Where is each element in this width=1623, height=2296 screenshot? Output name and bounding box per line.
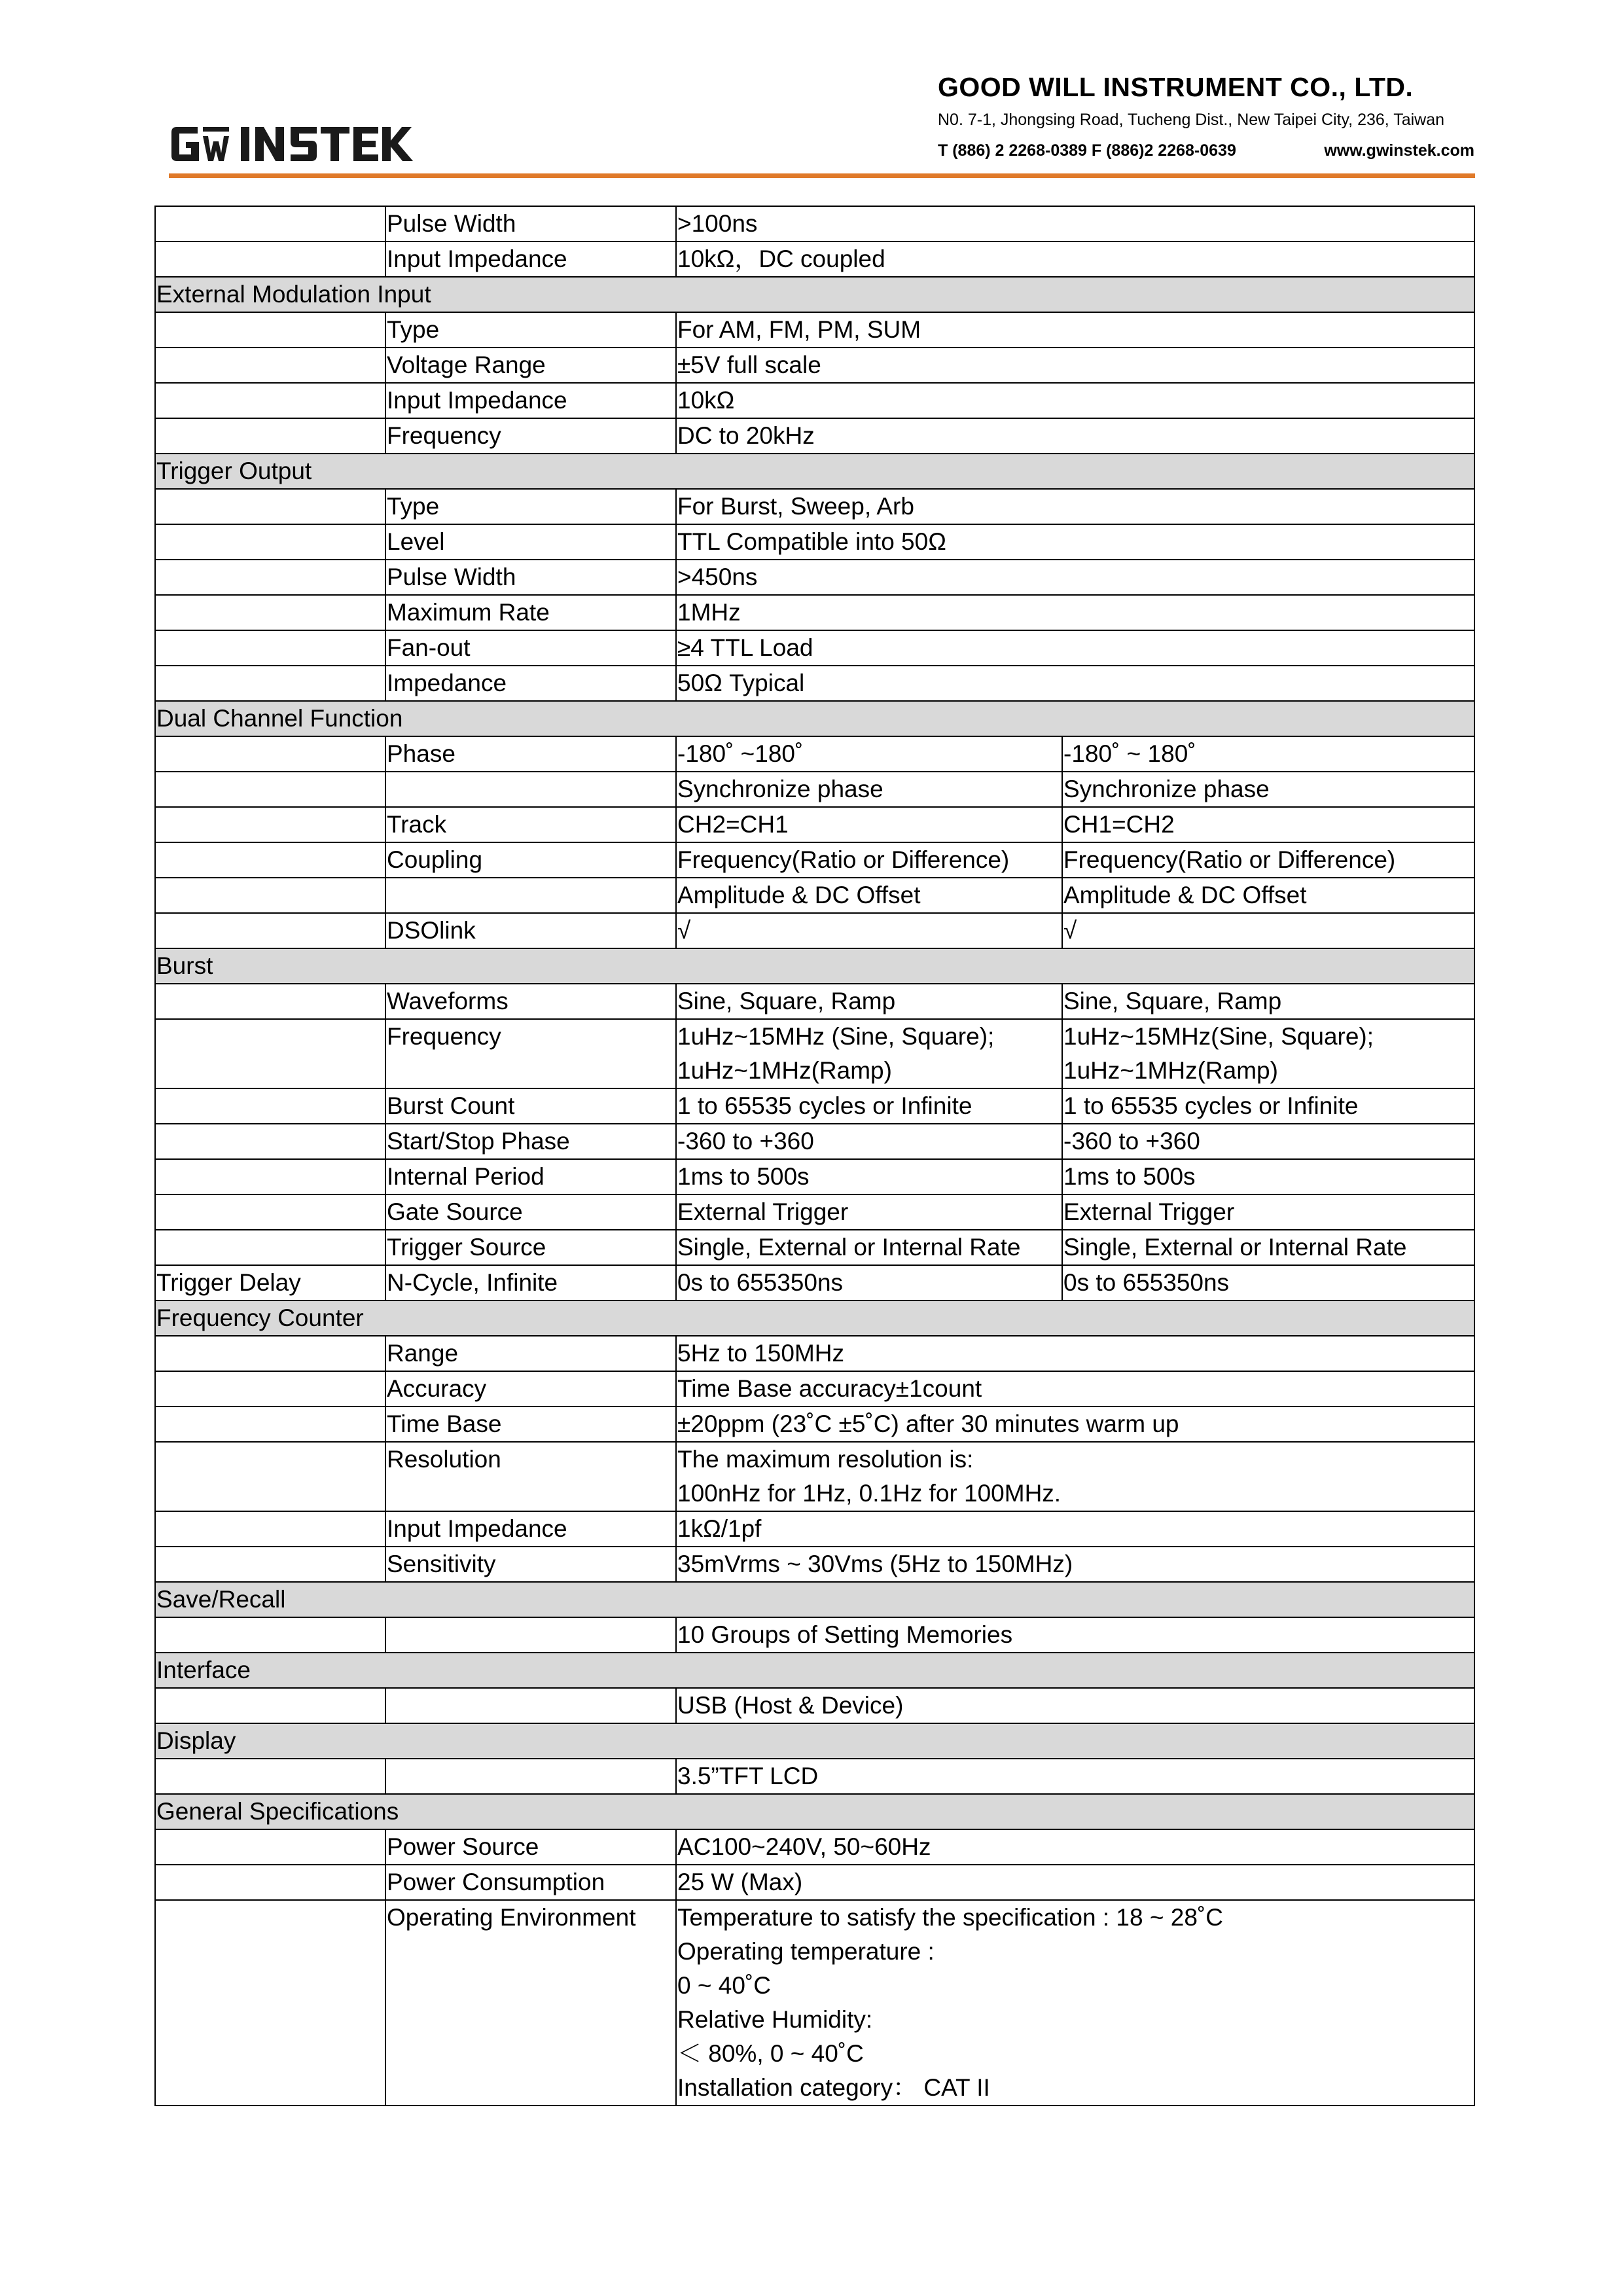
specification-table — [154, 206, 1475, 2106]
value-cell: For AM, FM, PM, SUM — [676, 312, 1474, 348]
section-title: Dual Channel Function — [155, 701, 1474, 736]
category-cell — [155, 984, 385, 1019]
section-header-row — [155, 454, 1474, 489]
ch1-value-cell: CH2=CH1 — [676, 807, 1062, 842]
category-cell — [155, 807, 385, 842]
table-row — [155, 913, 1474, 948]
ch1-value-cell: Sine, Square, Ramp — [676, 984, 1062, 1019]
section-title: External Modulation Input — [155, 277, 1474, 312]
table-row — [155, 206, 1474, 242]
page-header — [0, 0, 1623, 190]
specification-rows — [155, 206, 1474, 2106]
ch1-value-cell: 0s to 655350ns — [676, 1265, 1062, 1300]
category-cell — [155, 1371, 385, 1407]
category-cell — [155, 489, 385, 524]
parameter-cell — [385, 1759, 676, 1794]
parameter-cell: Fan-out — [385, 630, 676, 666]
table-row — [155, 1159, 1474, 1194]
cell-line: Relative Humidity: — [677, 2006, 873, 2033]
parameter-cell: Frequency — [385, 418, 676, 454]
value-cell: DC to 20kHz — [676, 418, 1474, 454]
category-cell — [155, 1617, 385, 1653]
table-row — [155, 1230, 1474, 1265]
ch2-value-cell: √ — [1062, 913, 1474, 948]
category-cell — [155, 560, 385, 595]
cell-line: 1uHz~1MHz(Ramp) — [1063, 1057, 1278, 1084]
ch1-value-cell: -180˚ ~180˚ — [676, 736, 1062, 772]
company-website: www.gwinstek.com — [1324, 141, 1474, 160]
table-row — [155, 842, 1474, 878]
category-cell — [155, 1194, 385, 1230]
table-row — [155, 1265, 1474, 1300]
parameter-cell: Power Consumption — [385, 1865, 676, 1900]
ch2-value-cell: -180˚ ~ 180˚ — [1062, 736, 1474, 772]
cell-line: 0 ~ 40˚C — [677, 1972, 771, 1999]
parameter-cell: Track — [385, 807, 676, 842]
value-cell: 25 W (Max) — [676, 1865, 1474, 1900]
ch2-value-cell: Single, External or Internal Rate — [1062, 1230, 1474, 1265]
section-header-row — [155, 1723, 1474, 1759]
cell-line: 100nHz for 1Hz, 0.1Hz for 100MHz. — [677, 1480, 1061, 1507]
category-cell — [155, 842, 385, 878]
value-cell: 3.5”TFT LCD — [676, 1759, 1474, 1794]
table-row — [155, 1900, 1474, 2106]
value-cell: TTL Compatible into 50Ω — [676, 524, 1474, 560]
table-row — [155, 878, 1474, 913]
cell-line: Operating temperature : — [677, 1938, 935, 1965]
value-cell: 50Ω Typical — [676, 666, 1474, 701]
value-cell: ±20ppm (23˚C ±5˚C) after 30 minutes warm up — [676, 1407, 1474, 1442]
category-cell — [155, 772, 385, 807]
parameter-cell: Internal Period — [385, 1159, 676, 1194]
parameter-cell: Type — [385, 489, 676, 524]
category-cell — [155, 1124, 385, 1159]
value-cell: 10 Groups of Setting Memories — [676, 1617, 1474, 1653]
table-row — [155, 1511, 1474, 1547]
logo-icon — [169, 123, 424, 165]
section-title: Frequency Counter — [155, 1300, 1474, 1336]
table-row — [155, 1829, 1474, 1865]
category-cell — [155, 595, 385, 630]
table-row — [155, 1019, 1474, 1088]
parameter-cell: Time Base — [385, 1407, 676, 1442]
cell-line: Installation category： CAT II — [677, 2074, 990, 2101]
table-row — [155, 418, 1474, 454]
section-title: Display — [155, 1723, 1474, 1759]
parameter-cell — [385, 772, 676, 807]
table-row — [155, 489, 1474, 524]
value-cell: >100ns — [676, 206, 1474, 242]
value-cell: >450ns — [676, 560, 1474, 595]
ch2-value-cell: 1 to 65535 cycles or Infinite — [1062, 1088, 1474, 1124]
section-header-row — [155, 1582, 1474, 1617]
table-row — [155, 1442, 1474, 1511]
table-row — [155, 560, 1474, 595]
ch2-value-cell: Frequency(Ratio or Difference) — [1062, 842, 1474, 878]
category-cell — [155, 1829, 385, 1865]
category-cell — [155, 206, 385, 242]
company-address: N0. 7-1, Jhongsing Road, Tucheng Dist., New Taipei City, 236, Taiwan — [938, 111, 1445, 129]
section-header-row — [155, 1794, 1474, 1829]
table-row — [155, 1194, 1474, 1230]
parameter-cell: Level — [385, 524, 676, 560]
table-row — [155, 736, 1474, 772]
category-cell — [155, 1865, 385, 1900]
table-row — [155, 383, 1474, 418]
ch1-value-cell: Synchronize phase — [676, 772, 1062, 807]
section-header-row — [155, 1300, 1474, 1336]
cell-line: The maximum resolution is: — [677, 1446, 974, 1473]
section-header-row — [155, 701, 1474, 736]
ch1-value-cell: -360 to +360 — [676, 1124, 1062, 1159]
ch2-value-cell: 0s to 655350ns — [1062, 1265, 1474, 1300]
ch2-value-cell: -360 to +360 — [1062, 1124, 1474, 1159]
category-cell: Trigger Delay — [155, 1265, 385, 1300]
parameter-cell: Waveforms — [385, 984, 676, 1019]
value-cell: 5Hz to 150MHz — [676, 1336, 1474, 1371]
parameter-cell: Voltage Range — [385, 348, 676, 383]
table-row — [155, 1336, 1474, 1371]
cell-line: 1uHz~15MHz (Sine, Square); — [677, 1023, 995, 1050]
category-cell — [155, 1088, 385, 1124]
company-name: GOOD WILL INSTRUMENT CO., LTD. — [938, 72, 1414, 102]
section-header-row — [155, 948, 1474, 984]
table-row — [155, 348, 1474, 383]
ch1-value-cell: Frequency(Ratio or Difference) — [676, 842, 1062, 878]
category-cell — [155, 524, 385, 560]
category-cell — [155, 630, 385, 666]
table-row — [155, 1688, 1474, 1723]
parameter-cell — [385, 878, 676, 913]
category-cell — [155, 418, 385, 454]
table-row — [155, 807, 1474, 842]
value-cell: Time Base accuracy±1count — [676, 1371, 1474, 1407]
ch1-value-cell: 1ms to 500s — [676, 1159, 1062, 1194]
ch2-value-cell: Synchronize phase — [1062, 772, 1474, 807]
parameter-cell: Sensitivity — [385, 1547, 676, 1582]
cell-line: ＜ 80%, 0 ~ 40˚C — [677, 2040, 864, 2067]
parameter-cell: Operating Environment — [385, 1900, 676, 2106]
category-cell — [155, 1442, 385, 1511]
value-cell: AC100~240V, 50~60Hz — [676, 1829, 1474, 1865]
header-divider — [169, 173, 1475, 178]
value-cell: ±5V full scale — [676, 348, 1474, 383]
table-row — [155, 524, 1474, 560]
parameter-cell — [385, 1688, 676, 1723]
category-cell — [155, 666, 385, 701]
ch1-value-cell: 1 to 65535 cycles or Infinite — [676, 1088, 1062, 1124]
ch2-value-cell — [1062, 1019, 1474, 1088]
ch2-value-cell: CH1=CH2 — [1062, 807, 1474, 842]
parameter-cell: N-Cycle, Infinite — [385, 1265, 676, 1300]
table-row — [155, 1088, 1474, 1124]
parameter-cell: Coupling — [385, 842, 676, 878]
section-title: General Specifications — [155, 1794, 1474, 1829]
parameter-cell: Type — [385, 312, 676, 348]
category-cell — [155, 1900, 385, 2106]
value-cell: 1MHz — [676, 595, 1474, 630]
parameter-cell — [385, 1617, 676, 1653]
parameter-cell: Start/Stop Phase — [385, 1124, 676, 1159]
parameter-cell: Resolution — [385, 1442, 676, 1511]
value-cell: 1kΩ/1pf — [676, 1511, 1474, 1547]
parameter-cell: Burst Count — [385, 1088, 676, 1124]
parameter-cell: Range — [385, 1336, 676, 1371]
value-cell: 35mVrms ~ 30Vms (5Hz to 150MHz) — [676, 1547, 1474, 1582]
category-cell — [155, 1019, 385, 1088]
value-cell — [676, 1442, 1474, 1511]
parameter-cell: Phase — [385, 736, 676, 772]
ch1-value-cell: External Trigger — [676, 1194, 1062, 1230]
category-cell — [155, 348, 385, 383]
category-cell — [155, 383, 385, 418]
category-cell — [155, 1407, 385, 1442]
table-row — [155, 772, 1474, 807]
ch1-value-cell — [676, 1019, 1062, 1088]
parameter-cell: Maximum Rate — [385, 595, 676, 630]
parameter-cell: Gate Source — [385, 1194, 676, 1230]
table-row — [155, 1617, 1474, 1653]
value-cell: For Burst, Sweep, Arb — [676, 489, 1474, 524]
table-row — [155, 1371, 1474, 1407]
value-cell: 10kΩ — [676, 383, 1474, 418]
table-row — [155, 1407, 1474, 1442]
table-row — [155, 984, 1474, 1019]
section-title: Interface — [155, 1653, 1474, 1688]
table-row — [155, 1547, 1474, 1582]
section-header-row — [155, 277, 1474, 312]
ch1-value-cell: Single, External or Internal Rate — [676, 1230, 1062, 1265]
ch2-value-cell: Amplitude & DC Offset — [1062, 878, 1474, 913]
section-header-row — [155, 1653, 1474, 1688]
parameter-cell: Input Impedance — [385, 383, 676, 418]
company-contact — [938, 141, 1474, 162]
cell-line: 1uHz~1MHz(Ramp) — [677, 1057, 892, 1084]
section-title: Save/Recall — [155, 1582, 1474, 1617]
table-row — [155, 1865, 1474, 1900]
table-row — [155, 595, 1474, 630]
parameter-cell: Input Impedance — [385, 242, 676, 277]
parameter-cell: Trigger Source — [385, 1230, 676, 1265]
section-title: Trigger Output — [155, 454, 1474, 489]
value-cell: USB (Host & Device) — [676, 1688, 1474, 1723]
parameter-cell: Frequency — [385, 1019, 676, 1088]
category-cell — [155, 1336, 385, 1371]
parameter-cell: Accuracy — [385, 1371, 676, 1407]
category-cell — [155, 1511, 385, 1547]
gw-instek-logo — [169, 123, 424, 169]
category-cell — [155, 878, 385, 913]
ch2-value-cell: 1ms to 500s — [1062, 1159, 1474, 1194]
ch1-value-cell: √ — [676, 913, 1062, 948]
table-row — [155, 630, 1474, 666]
parameter-cell: Impedance — [385, 666, 676, 701]
value-cell — [676, 1900, 1474, 2106]
parameter-cell: Pulse Width — [385, 206, 676, 242]
value-cell: 10kΩ，DC coupled — [676, 242, 1474, 277]
table-row — [155, 666, 1474, 701]
parameter-cell: DSOlink — [385, 913, 676, 948]
company-phone-fax: T (886) 2 2268-0389 F (886)2 2268-0639 — [938, 141, 1236, 160]
ch2-value-cell: External Trigger — [1062, 1194, 1474, 1230]
table-row — [155, 1759, 1474, 1794]
cell-line: 1uHz~15MHz(Sine, Square); — [1063, 1023, 1374, 1050]
category-cell — [155, 1230, 385, 1265]
category-cell — [155, 1547, 385, 1582]
table-row — [155, 1124, 1474, 1159]
category-cell — [155, 1759, 385, 1794]
table-row — [155, 242, 1474, 277]
ch2-value-cell: Sine, Square, Ramp — [1062, 984, 1474, 1019]
category-cell — [155, 312, 385, 348]
parameter-cell: Power Source — [385, 1829, 676, 1865]
parameter-cell: Pulse Width — [385, 560, 676, 595]
cell-line: Temperature to satisfy the specification : 18 ~ 28˚C — [677, 1904, 1223, 1931]
value-cell: ≥4 TTL Load — [676, 630, 1474, 666]
category-cell — [155, 242, 385, 277]
category-cell — [155, 1688, 385, 1723]
category-cell — [155, 736, 385, 772]
category-cell — [155, 913, 385, 948]
category-cell — [155, 1159, 385, 1194]
section-title: Burst — [155, 948, 1474, 984]
parameter-cell: Input Impedance — [385, 1511, 676, 1547]
table-row — [155, 312, 1474, 348]
ch1-value-cell: Amplitude & DC Offset — [676, 878, 1062, 913]
company-info — [938, 72, 1474, 162]
